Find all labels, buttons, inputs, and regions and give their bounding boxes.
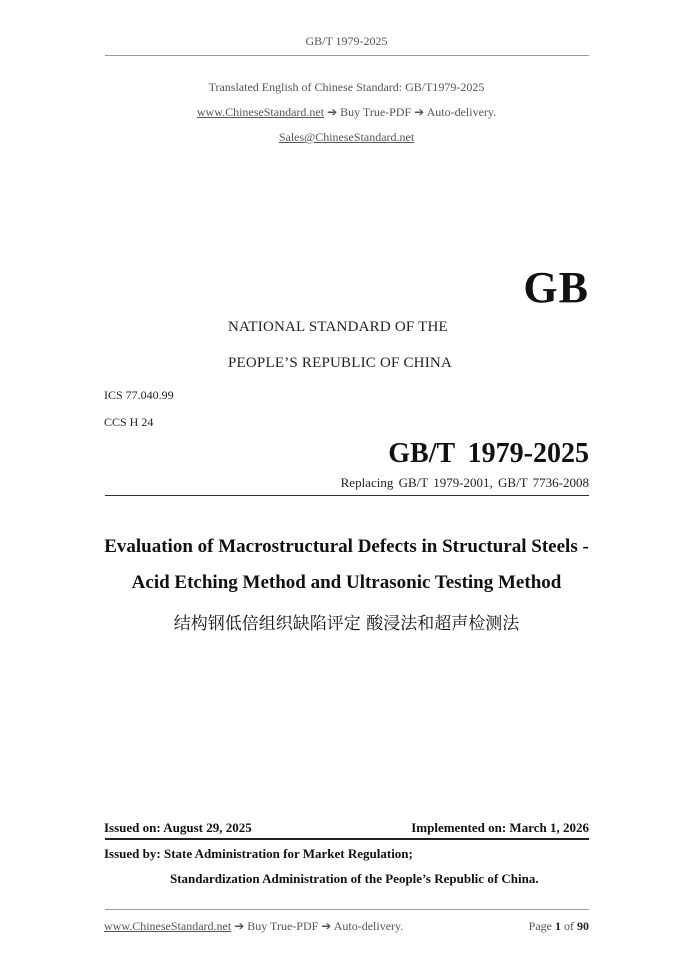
- ics-code: ICS 77.040.99: [104, 388, 174, 402]
- sales-line: [0, 130, 693, 145]
- issue-rule: [105, 838, 589, 840]
- site-link[interactable]: www.ChineseStandard.net: [196, 105, 325, 119]
- arrow-icon: ➔: [321, 919, 332, 933]
- footer-auto-delivery-text: Auto-delivery.: [333, 919, 404, 933]
- chinese-title: 结构钢低倍组织缺陷评定 酸浸法和超声检测法: [173, 614, 520, 634]
- issued-on: Issued on: August 29, 2025: [104, 820, 252, 835]
- implemented-on: Implemented on: March 1, 2026: [411, 820, 589, 835]
- issued-by-line2: Standardization Administration of the People’s Republic of China.: [170, 871, 539, 886]
- auto-delivery-text: Auto-delivery.: [426, 105, 497, 119]
- title-line1: Evaluation of Macrostructural Defects in Structural Steels -: [104, 536, 589, 557]
- arrow-icon: ➔: [234, 919, 245, 933]
- footer-site-link[interactable]: www.ChineseStandard.net: [104, 919, 232, 933]
- of-word: of: [564, 919, 574, 933]
- standard-number: GB/T 1979-2025: [388, 438, 589, 469]
- arrow-icon: ➔: [414, 105, 425, 119]
- page-word: Page: [528, 919, 552, 933]
- page-current: 1: [555, 919, 561, 933]
- title-rule: [105, 495, 589, 496]
- header-rule: [105, 55, 589, 56]
- running-header: GB/T 1979-2025: [305, 34, 388, 48]
- replacing-note: Replacing GB/T 1979-2001, GB/T 7736-2008: [340, 475, 589, 490]
- footer-purchase-line: [104, 919, 403, 934]
- arrow-icon: ➔: [327, 105, 338, 119]
- page-indicator: [529, 919, 589, 934]
- sales-email-link[interactable]: Sales@ChineseStandard.net: [278, 130, 415, 144]
- national-standard-line2: PEOPLE’S REPUBLIC OF CHINA: [228, 355, 452, 371]
- national-standard-line1: NATIONAL STANDARD OF THE: [228, 319, 448, 335]
- buy-text: Buy True-PDF: [340, 105, 412, 119]
- footer-buy-text: Buy True-PDF: [247, 919, 319, 933]
- purchase-line: [0, 105, 693, 120]
- translation-note: Translated English of Chinese Standard: GB/T1979-2025: [208, 80, 485, 94]
- page-total: 90: [577, 919, 589, 933]
- ccs-code: CCS H 24: [104, 415, 154, 429]
- footer-rule: [105, 909, 589, 910]
- title-line2: Acid Etching Method and Ultrasonic Testing Method: [131, 572, 562, 593]
- issued-by-line1: Issued by: State Administration for Market Regulation;: [104, 846, 413, 861]
- gb-mark: GB: [523, 263, 589, 312]
